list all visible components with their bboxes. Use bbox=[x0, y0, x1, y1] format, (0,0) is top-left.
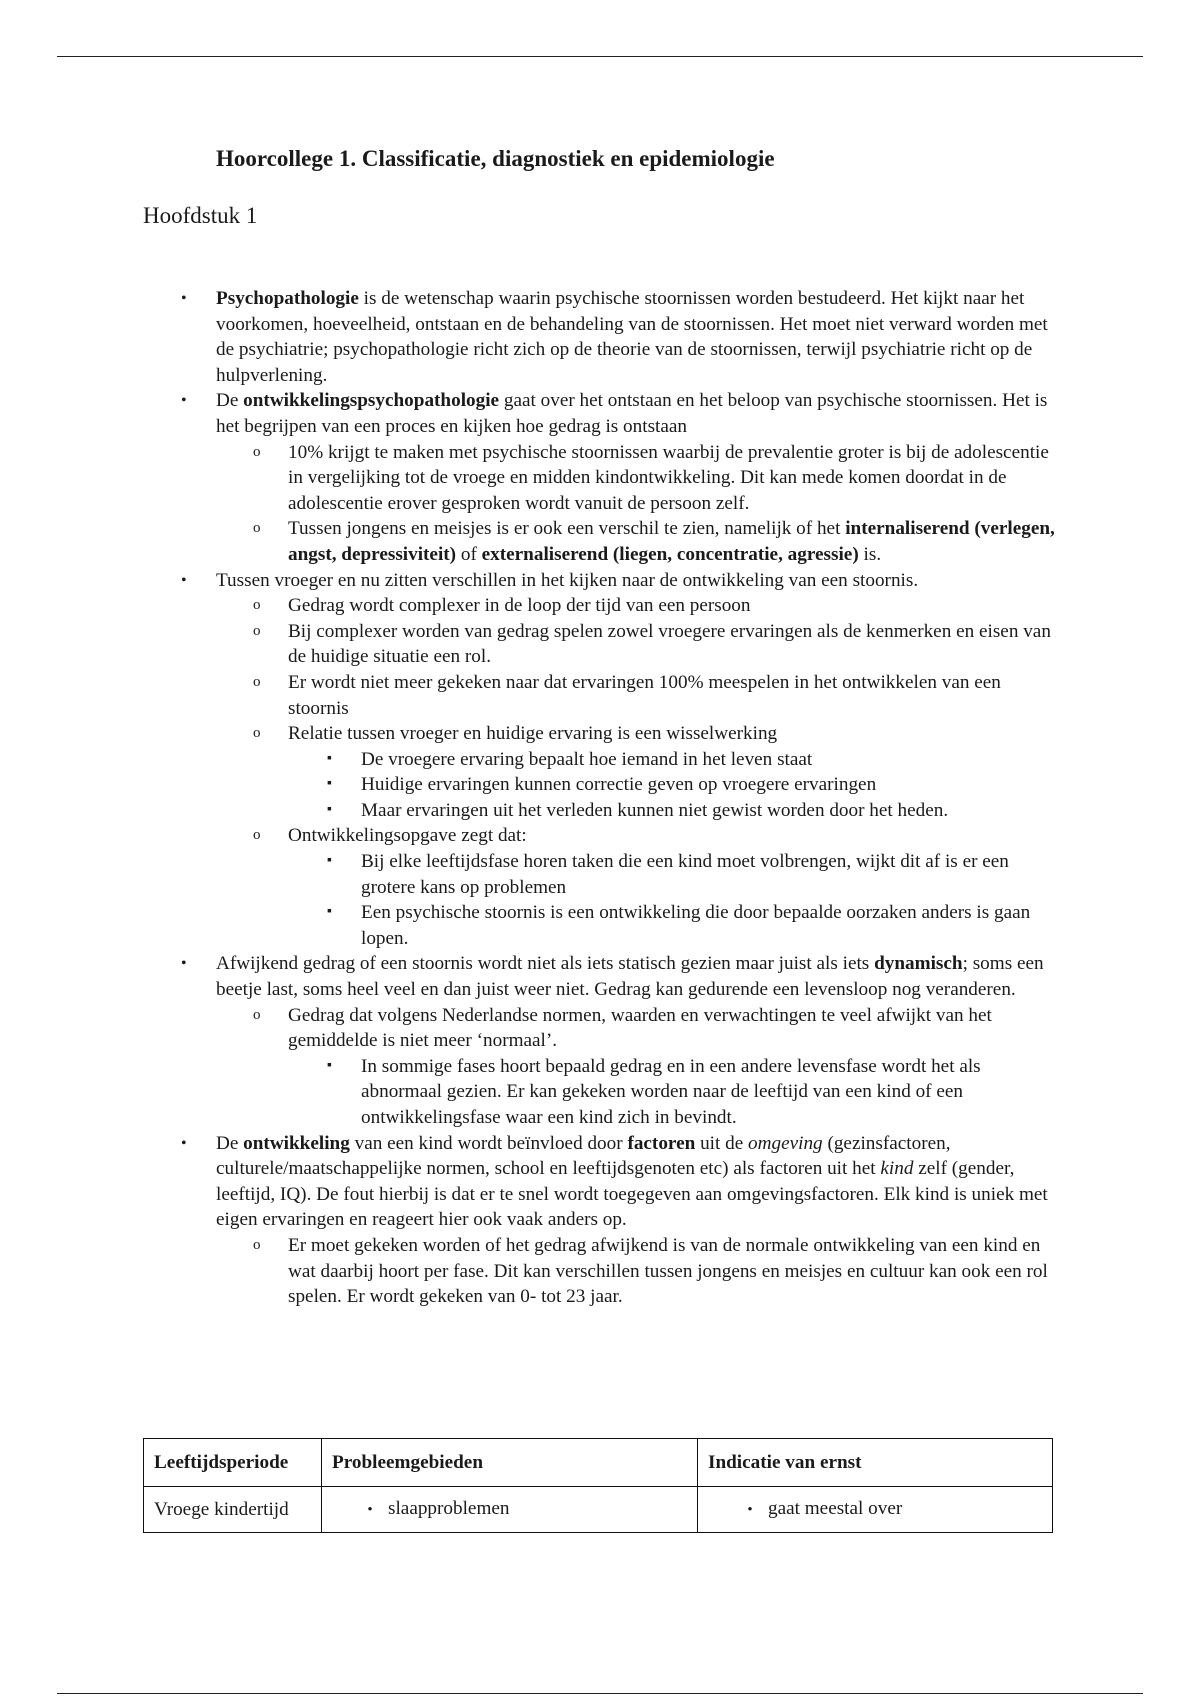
bullet-marker: • bbox=[747, 1502, 753, 1518]
square-marker: ▪ bbox=[327, 750, 332, 766]
sub-sub-list bbox=[327, 849, 1056, 951]
item-text: gaat over het ontstaan en het beloop van psychische stoornissen. Het is het begrijpen van een proces en kijken hoe gedrag is ontstaan bbox=[216, 390, 1048, 437]
sub-list-item bbox=[253, 1003, 1056, 1131]
term-bold: ontwikkelingspsychopathologie bbox=[243, 390, 500, 412]
bullet-marker: • bbox=[181, 392, 187, 410]
table-cell bbox=[698, 1487, 1053, 1533]
item-text: ; soms een beetje last, soms heel veel en dan juist weer niet. Gedrag kan gedurende een levensloop nog veranderen. bbox=[216, 953, 1044, 1001]
item-text: van een kind wordt beïnvloed door bbox=[349, 1132, 628, 1154]
square-marker: ▪ bbox=[327, 1057, 332, 1073]
circle-marker: o bbox=[253, 827, 261, 844]
item-text: of bbox=[456, 543, 482, 565]
item-text: Huidige ervaringen kunnen correctie geven op vroegere ervaringen bbox=[361, 774, 877, 796]
circle-marker: o bbox=[253, 1236, 261, 1253]
item-text: Bij complexer worden van gedrag spelen zowel vroegere ervaringen als de kenmerken en eisen van de huidige situatie een rol. bbox=[288, 620, 1051, 668]
header-rule bbox=[57, 56, 1143, 57]
table-cell: Vroege kindertijd bbox=[144, 1487, 322, 1533]
lecture-notes bbox=[181, 286, 1056, 1310]
sub-sub-list-item bbox=[327, 798, 1056, 824]
sub-list bbox=[253, 1003, 1056, 1131]
item-text: Er moet gekeken worden of het gedrag afwijkend is van de normale ontwikkeling van een kind en wat daarbij hoort per fase. Dit kan verschillen tussen jongens en meisjes en cultuur kan ook een rol spelen. Er wordt gekeken van 0- tot 23 jaar. bbox=[288, 1234, 1048, 1308]
sub-sub-list-item bbox=[327, 1054, 1056, 1131]
item-text: De bbox=[216, 1132, 244, 1154]
bullet-marker: • bbox=[181, 1134, 187, 1152]
item-text: De bbox=[216, 390, 244, 412]
term-bold: Psychopathologie bbox=[216, 288, 359, 309]
sub-sub-list bbox=[327, 747, 1056, 824]
item-text: De vroegere ervaring bepaalt hoe iemand in het leven staat bbox=[361, 748, 813, 770]
main-bullet-list bbox=[181, 286, 1056, 1310]
item-text: Er wordt niet meer gekeken naar dat ervaringen 100% meespelen in het ontwikkelen van een stoornis bbox=[288, 671, 1001, 719]
age-period-table bbox=[143, 1438, 1053, 1533]
cell-text: gaat meestal over bbox=[768, 1498, 903, 1519]
sub-list-item bbox=[253, 593, 1056, 619]
sub-sub-list-item bbox=[327, 772, 1056, 798]
circle-marker: o bbox=[253, 597, 261, 614]
list-item bbox=[181, 388, 1056, 567]
item-text: Gedrag dat volgens Nederlandse normen, waarden en verwachtingen te veel afwijkt van het gemiddelde is niet meer ‘normaal’. bbox=[288, 1004, 992, 1052]
item-text: is de wetenschap waarin psychische stoornissen worden bestudeerd. Het kijkt naar het voorkomen, hoeveelheid, ontstaan en de behandeling van de stoornissen. Het moet niet verward worden met de psychiatrie; psychopathologie richt zich op de theorie van de stoornissen, terwijl psychiatrie richt op de hulpverlening. bbox=[216, 288, 1048, 386]
sub-list bbox=[253, 593, 1056, 951]
sub-list-item bbox=[253, 1233, 1056, 1310]
item-text: uit de bbox=[695, 1132, 749, 1154]
term-bold: externaliserend (liegen, concentratie, agressie) bbox=[481, 543, 859, 565]
sub-list-item bbox=[253, 823, 1056, 951]
item-text: 10% krijgt te maken met psychische stoornissen waarbij de prevalentie groter is bij de adolescentie in vergelijking tot de vroege en midden kindontwikkeling. Dit kan mede komen doordat in de adolescentie erover gesproken wordt vanuit de persoon zelf. bbox=[288, 441, 1049, 514]
sub-list bbox=[253, 440, 1056, 568]
item-text: is. bbox=[858, 543, 882, 565]
column-header: Leeftijdsperiode bbox=[144, 1439, 322, 1487]
item-text: Tussen vroeger en nu zitten verschillen in het kijken naar de ontwikkeling van een stoornis. bbox=[216, 569, 919, 591]
item-text: Relatie tussen vroeger en huidige ervaring is een wisselwerking bbox=[288, 723, 778, 745]
table-row bbox=[144, 1487, 1053, 1533]
sub-sub-list-item bbox=[327, 849, 1056, 900]
bullet-marker: • bbox=[181, 290, 187, 307]
item-text: In sommige fases hoort bepaald gedrag en in een andere levensfase wordt het als abnormaal gezien. Er kan gekeken worden naar de leeftijd van een kind of een ontwikkelingsfase waar een kind zich in bevindt. bbox=[361, 1055, 981, 1128]
sub-list bbox=[253, 1233, 1056, 1310]
term-bold: dynamisch bbox=[874, 953, 963, 975]
item-text: zelf (gender, leeftijd, IQ). De fout hierbij is dat er te snel wordt toegegeven aan omgevingsfactoren. Elk kind is uniek met eigen ervaringen en reageert hier ook vaak anders op. bbox=[216, 1158, 1048, 1231]
column-header: Probleemgebieden bbox=[322, 1439, 698, 1487]
cell-text: slaapproblemen bbox=[388, 1498, 510, 1519]
square-marker: ▪ bbox=[327, 801, 332, 817]
item-text: Een psychische stoornis is een ontwikkeling die door bepaalde oorzaken anders is gaan lopen. bbox=[361, 902, 1031, 949]
table-header-row bbox=[144, 1439, 1053, 1487]
list-item bbox=[181, 951, 1056, 1130]
list-item bbox=[181, 1131, 1056, 1310]
item-text: Ontwikkelingsopgave zegt dat: bbox=[288, 825, 527, 847]
column-header: Indicatie van ernst bbox=[698, 1439, 1053, 1487]
sub-sub-list-item bbox=[327, 747, 1056, 773]
page-title: Hoorcollege 1. Classificatie, diagnostiek en epidemiologie bbox=[216, 146, 775, 171]
circle-marker: o bbox=[253, 1006, 261, 1023]
sub-list-item bbox=[253, 440, 1056, 517]
circle-marker: o bbox=[253, 520, 261, 537]
sub-sub-list-item bbox=[327, 900, 1056, 951]
footer-rule bbox=[57, 1693, 1143, 1694]
item-text: (gezinsfactoren, culturele/maatschappelijke normen, school en leeftijdsgenoten etc) als factoren uit het bbox=[216, 1132, 951, 1180]
sub-list-item bbox=[253, 670, 1056, 721]
list-item bbox=[181, 568, 1056, 952]
sub-list-item bbox=[253, 619, 1056, 670]
circle-marker: o bbox=[253, 673, 261, 690]
term-bold: internaliserend (verlegen, angst, depressiviteit) bbox=[288, 518, 1055, 565]
circle-marker: o bbox=[253, 725, 261, 742]
item-text: Afwijkend gedrag of een stoornis wordt niet als iets statisch gezien maar juist als iets bbox=[216, 953, 875, 975]
term-italic: omgeving bbox=[748, 1132, 823, 1154]
circle-marker: o bbox=[253, 443, 261, 460]
term-bold: ontwikkeling bbox=[243, 1132, 350, 1154]
item-text: Maar ervaringen uit het verleden kunnen niet gewist worden door het heden. bbox=[361, 799, 949, 821]
square-marker: ▪ bbox=[327, 904, 332, 920]
chapter-heading: Hoofdstuk 1 bbox=[143, 203, 258, 228]
term-bold: factoren bbox=[627, 1132, 696, 1154]
sub-list-item bbox=[253, 516, 1056, 567]
item-text: Bij elke leeftijdsfase horen taken die een kind moet volbrengen, wijkt dit af is er een grotere kans op problemen bbox=[361, 851, 1009, 898]
square-marker: ▪ bbox=[327, 853, 332, 869]
item-text: Gedrag wordt complexer in de loop der tijd van een persoon bbox=[288, 595, 751, 617]
sub-list-item bbox=[253, 721, 1056, 823]
term-italic: kind bbox=[880, 1158, 914, 1180]
circle-marker: o bbox=[253, 622, 261, 639]
item-text: Tussen jongens en meisjes is er ook een verschil te zien, namelijk of het bbox=[288, 518, 846, 540]
bullet-marker: • bbox=[181, 571, 187, 589]
table-cell bbox=[322, 1487, 698, 1533]
sub-sub-list bbox=[327, 1054, 1056, 1131]
square-marker: ▪ bbox=[327, 776, 332, 792]
bullet-marker: • bbox=[181, 955, 187, 973]
bullet-marker: • bbox=[367, 1502, 373, 1518]
list-item bbox=[181, 286, 1056, 388]
